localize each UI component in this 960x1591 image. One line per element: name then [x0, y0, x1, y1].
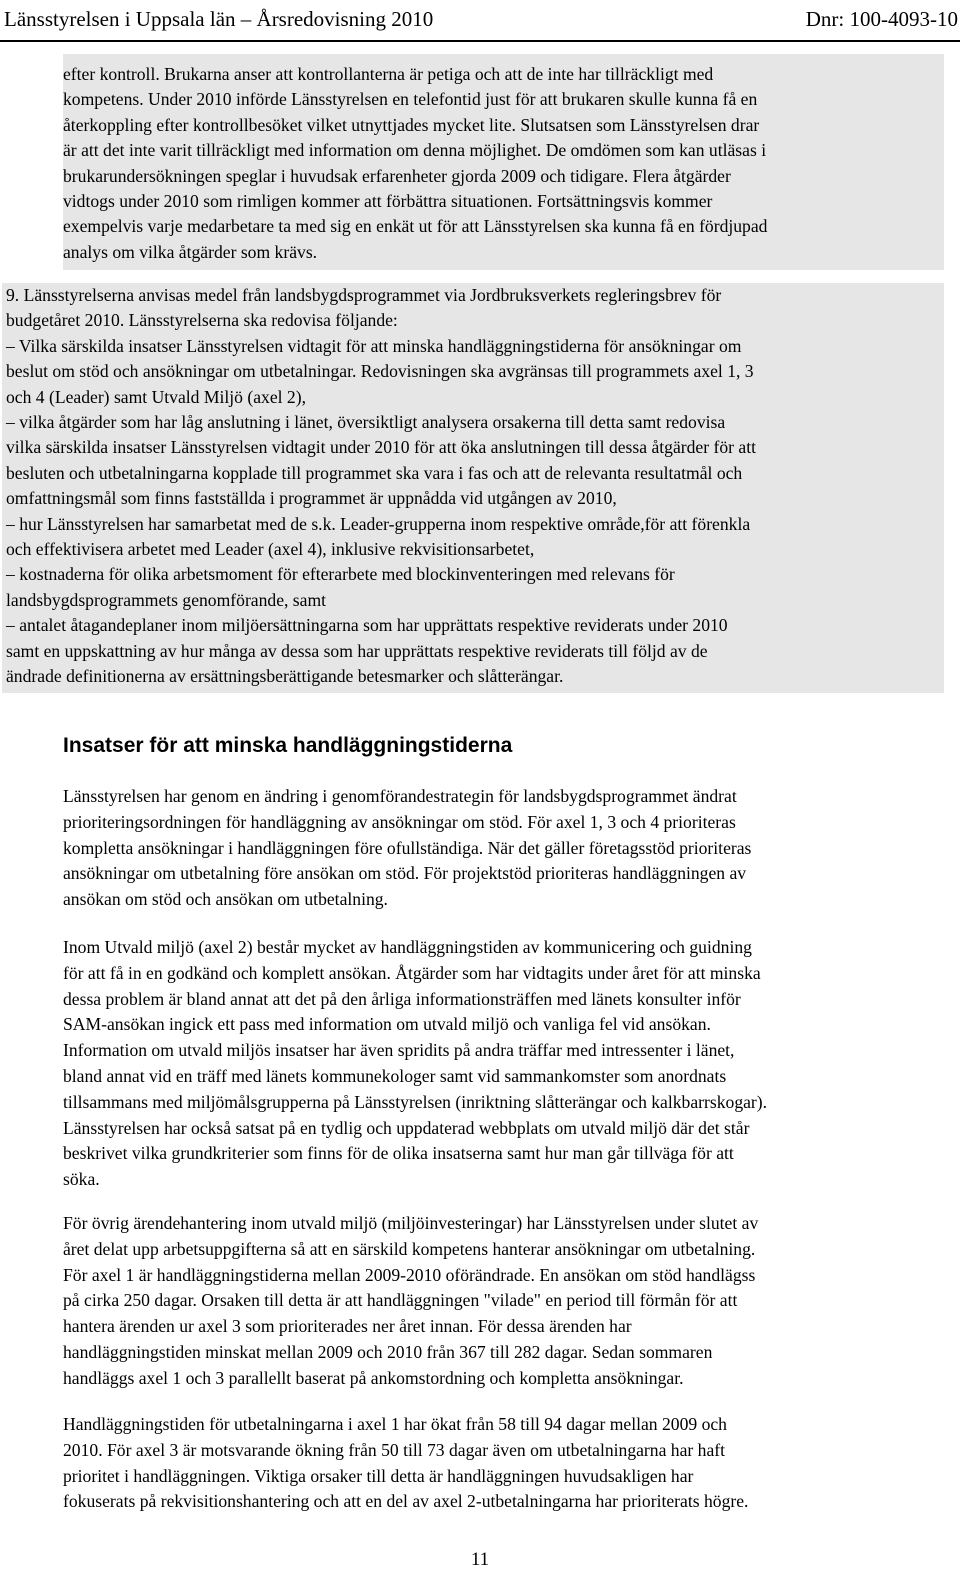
text-line: exempelvis varje medarbetare ta med sig en enkät ut för att Länsstyrelsen ska kunna få en fördjupad	[63, 216, 768, 237]
box2-paragraph	[6, 283, 940, 690]
text-line: – vilka åtgärder som har låg anslutning i länet, översiktligt analysera orsakerna till detta samt redovisa	[6, 412, 726, 433]
text-line: för att få in en godkänd och komplett ansökan. Åtgärder som har vidtagits under året för att minska	[63, 962, 761, 983]
text-line: hantera ärenden ur axel 3 som prioriterades ner året innan. För dessa ärenden har	[63, 1316, 632, 1337]
text-line: fokuserats på rekvisitionshantering och att en del av axel 2-utbetalningarna har prioriterats högre.	[63, 1491, 749, 1512]
text-line: bland annat vid en träff med länets kommunekologer samt vid sammankomster som anordnats	[63, 1065, 727, 1086]
text-line: – kostnaderna för olika arbetsmoment för efterarbete med blockinventeringen med relevans för	[6, 564, 675, 585]
text-line: ansökningar om utbetalning före ansökan om stöd. För projektstöd prioriteras handläggningen av	[63, 863, 747, 884]
text-line: beskrivet vilka grundkriterier som finns för de olika insatserna samt hur man går tillväga för att	[63, 1143, 734, 1164]
text-line: Information om utvald miljös insatser har även spridits på andra träffar med intressenter i länet,	[63, 1040, 735, 1061]
text-line: budgetåret 2010. Länsstyrelserna ska redovisa följande:	[6, 310, 398, 331]
text-line: 2010. För axel 3 är motsvarande ökning från 50 till 73 dagar även om utbetalningarna har haft	[63, 1439, 726, 1460]
text-line: – antalet åtagandeplaner inom miljöersättningarna som har upprättats respektive reviderats under 2010	[6, 615, 728, 636]
text-line: kompetens. Under 2010 införde Länsstyrelsen en telefontid just för att brukaren skulle kunna få en	[63, 89, 758, 110]
text-line: beslut om stöd och ansökningar om utbetalningar. Redovisningen ska avgränsas till programmets axel 1, 3	[6, 361, 754, 382]
text-line: – hur Länsstyrelsen har samarbetat med de s.k. Leader-grupperna inom respektive område,för att förenkla	[6, 513, 751, 534]
header-title: Länsstyrelsen i Uppsala län – Årsredovisning 2010	[4, 7, 434, 31]
document-number: Dnr: 100-4093-10	[805, 7, 958, 31]
text-line: besluten och utbetalningarna kopplade till programmet ska vara i fas och att de relevanta resultatmål och	[6, 462, 743, 483]
text-line: på cirka 250 dagar. Orsaken till detta är att handläggningen "vilade" en period till förmån för att	[63, 1290, 738, 1311]
text-line: För övrig ärendehantering inom utvald miljö (miljöinvesteringar) har Länsstyrelsen under slutet av	[63, 1213, 759, 1233]
text-line: och effektivisera arbetet med Leader (axel 4), inklusive rekvisitionsarbetet,	[6, 539, 535, 560]
text-line: kompletta ansökningar i handläggningen före ofullständiga. När det gäller företagsstöd prioriteras	[63, 837, 752, 858]
body-paragraph-4	[63, 1412, 943, 1515]
text-line: och 4 (Leader) samt Utvald Miljö (axel 2),	[6, 386, 306, 407]
text-line: ansökan om stöd och ansökan om utbetalning.	[63, 889, 388, 910]
text-line: handläggningstiden minskat mellan 2009 och 2010 från 367 till 282 dagar. Sedan sommaren	[63, 1341, 713, 1362]
text-line: vidtogs under 2010 som rimligen kommer att förbättra situationen. Fortsättningsvis kommer	[63, 191, 713, 212]
text-line: dessa problem är bland annat att det på den årliga informationsträffen med länets konsulter inför	[63, 988, 741, 1009]
text-line: landsbygdsprogrammets genomförande, samt	[6, 589, 327, 610]
page-header	[0, 0, 960, 42]
body-paragraph-1	[63, 784, 943, 913]
text-line: 9. Länsstyrelserna anvisas medel från landsbygdsprogrammet via Jordbruksverkets regleringsbrev för	[6, 285, 722, 305]
text-line: året delat upp arbetsuppgifterna så att en särskild kompetens hanterar ansökningar om utbetalning.	[63, 1238, 756, 1259]
text-line: vilka särskilda insatser Länsstyrelsen vidtagit under 2010 för att öka anslutningen till dessa åtgärder för att	[6, 437, 756, 458]
text-line: Inom Utvald miljö (axel 2) består mycket av handläggningstiden av kommunicering och guidning	[63, 937, 752, 957]
highlighted-box-1	[63, 54, 944, 270]
text-line: prioriteringsordningen för handläggning av ansökningar om stöd. För axel 1, 3 och 4 prioriteras	[63, 811, 736, 832]
text-line: Handläggningstiden för utbetalningarna i axel 1 har ökat från 58 till 94 dagar mellan 2009 och	[63, 1414, 727, 1434]
text-line: handläggs axel 1 och 3 parallellt baserat på ankomstordning och kompletta ansökningar.	[63, 1367, 684, 1388]
text-line: Länsstyrelsen har genom en ändring i genomförandestrategin för landsbygdsprogrammet ändrat	[63, 786, 737, 806]
text-line: – Vilka särskilda insatser Länsstyrelsen vidtagit för att minska handläggningstiderna för ansökningar om	[6, 335, 742, 356]
text-line: För axel 1 är handläggningstiderna mellan 2009-2010 oförändrade. En ansökan om stöd handlägss	[63, 1264, 756, 1285]
text-line: tillsammans med miljömålsgrupperna på Länsstyrelsen (inriktning slåtterängar och kalkbarrskogar).	[63, 1091, 768, 1112]
section-heading: Insatser för att minska handläggningstiderna	[63, 734, 513, 757]
text-line: efter kontroll. Brukarna anser att kontrollanterna är petiga och att de inte har tillräckligt med	[63, 64, 714, 84]
box1-paragraph	[63, 62, 930, 265]
text-line: är att det inte varit tillräckligt med information om denna möjlighet. De omdömen som kan utläsas i	[63, 140, 767, 161]
text-line: SAM-ansökan ingick ett pass med information om utvald miljö och vanliga fel vid ansökan.	[63, 1014, 711, 1035]
text-line: omfattningsmål som finns fastställda i programmet är uppnådda vid utgången av 2010,	[6, 488, 617, 509]
text-line: prioritet i handläggningen. Viktiga orsaker till detta är handläggningen huvudsakligen har	[63, 1465, 694, 1486]
text-line: ändrade definitionerna av ersättningsberättigande betesmarker och slåtterängar.	[6, 666, 564, 687]
body-paragraph-2	[63, 935, 943, 1193]
text-line: återkoppling efter kontrollbesöket vilket utnyttjades mycket lite. Slutsatsen som Länsstyrelsen drar	[63, 114, 760, 135]
body-paragraph-3	[63, 1211, 943, 1392]
page-number: 11	[470, 1549, 490, 1570]
text-line: söka.	[63, 1169, 100, 1190]
text-line: analys om vilka åtgärder som krävs.	[63, 241, 318, 262]
text-line: brukarundersökningen speglar i huvudsak erfarenheter gjorda 2009 och tidigare. Flera åtgärder	[63, 165, 731, 186]
text-line: Länsstyrelsen har också satsat på en tydlig och uppdaterad webbplats om utvald miljö där det står	[63, 1117, 750, 1138]
highlighted-box-2	[2, 283, 944, 693]
text-line: samt en uppskattning av hur många av dessa som har upprättats respektive reviderats till följd av de	[6, 640, 708, 661]
